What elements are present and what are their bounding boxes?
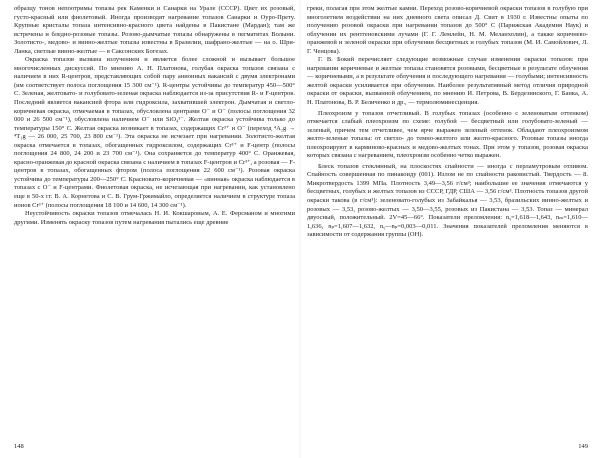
left-page-body: [14, 5, 295, 437]
left-paragraph-1: образцу тонов непоотримы топазы рек Каменки и Санарки на Урале (СССР). Цвет их розовый, густо-красный или фиолетовый. Иногда производят нагревание топазов Санарки и Оуро-Прету. Крупные кристалы топаза интенсивно-красного цвета найдены в Пакистане (Мардан); там же встречены и бледно-розовые топазы. Розово-дымчатые топазы обнаружены в пегматитах Волыни. Золотисто-, медово- и винно-желтые топазы известны в Бразилии, шафрано-желтые — на о. Шри-Ланка, светлые винно-желтые — в Саксонских Богезах.: [14, 5, 295, 55]
right-page-number: 149: [578, 443, 588, 450]
right-paragraph-2: Г. В. Бокий перечисляет следующие возможные случаи изменения окраски топазов: при нагревании коричневые и желтые топазы становятся розовыми, бесцветные в результате облучения — коричневыми, а в результате облучения и последующего нагревания — голубыми; интенсивность желтой окраски усиливается при облучении. Наиболее результативный метод отличия природной окраски от окраски, вызванной облучением, по мнению И. Петрова, В. Бердезинского, Г. Банка, А. Н. Платонова, В. Р. Беличенко и др., — термолюминесценция.: [307, 56, 588, 107]
left-paragraph-3: Неустойчивость окраски топазов отмечалась Н. И. Кокшаровым, А. Е. Ферсманом и многими другими. Изменять окраску топазов путем нагревания пытались еще древние: [14, 210, 295, 226]
right-page: [307, 5, 588, 453]
left-page-number: 148: [14, 443, 24, 450]
left-paragraph-2: Окраска топазов вызвана излучением и является более сложной и вызывает большое многочисленных дискуссий. По мнению А. Н. Платонова, голубая окраска топазов связана с наличием в них R-центров, представляющих собой пару анионных вакансий с двумя электронами (им соответствует полоса поглощения 15 300 см⁻¹). R-центры устойчивы до температур 450—500° С. Зеленая, желтовато- и голубовато-зеленая окраска наблюдается из-за присутствия R- и F-центров. Последний является вакансией фтора или гидроксила, захватившей электрон. Дымчатая и светло-коричневая окраска, отмечаемая в топазах, обусловлена центрами O⁻ и O⁻ (полосы поглощения 32 000 и 26 500 см⁻¹), обусловлена наличием O⁻ или SiO₄³⁻. Желтая окраска устойчива только до температуры 150° С. Желтая окраска возникает в топазах, содержащих Cr³⁺ и O⁻ (переход ⁴A₂g → ⁴T₁g — 26 000, 25 700, 23 800 см⁻¹). Эта окраска не исчезает при нагревании. Золотисто-желтая окраска отмечается в топазах, обогащенных гидроксилом, содержащих Cr³⁺ и F-центр (полосы поглощения 24 800, 24 200 и 23 700 см⁻¹). Она сохраняется до температур 400° С. Оранжевая, красно-оранжевая до красной окраска связана с наличием в топазах F-центров и Cr³⁺, а розовая — F-центров в топазах, обогащенных фтором (полоса поглощения 22 600 см⁻¹). Розовая окраска устойчива до температуры 200—250° С. Красновато-коричневая — «винная» окраска наблюдается в топазах с O⁻ и F-центрами. Фиолетовая окраска, не исчезающая при нагревании, как установлено еще в 50-х гг. В. А. Корнетова и С. В. Грум-Гржимайло, определяется наличием в структуре топаза ионов Cr³⁺ (полосы поглощения 18 100 и 14 600, 14 300 см⁻¹).: [14, 56, 295, 209]
spine-gutter: [299, 0, 301, 458]
right-page-body: [307, 5, 588, 437]
right-paragraph-4: Блеск топазов стеклянный, на плоскостях спайности — иногда с перламутровым отливом. Спайность совершенная по пинакоиду (001). Излом не по спайности раковистый. Твердость — 8. Микротвердость 1399 МПа. Плотность 3,49—3,56 г/см³; наибольшие ее значения отмечаются у бесцветных, голубых и желтых топазов из СССР, ГДР, США — 3,56 г/см³. Плотность топазов другой окраски такова (в г/см³): зеленовато-голубых из Забайкалья — 3,53, бразильских винно-желтых и розовых — 3,53, розово-желтых — 3,50—3,55, розовых из Пакистана — 3,53. Топаз — минерал двуосный, положительный. 2V=45—66°. Показатели преломления: nᵧ=1,618—1,643, nₘ=1,610—1,636, nₚ=1,607—1,632, nᵧ—nₚ=0,003—0,011. Значения показателей преломления меняются в зависимости от содержания группы (ОН).: [307, 162, 588, 239]
right-paragraph-3: Плеохроизм у топазов отчетливый. В голубых топазах (особенно с зеленоватым оттенком) отмечается слабый плеохроизм по схеме: голубой — бесцветный или голубовато-зеленый — зеленый, причем тем отчетливее, чем ярче выражен зеленый оттенок. Обладают плеохроизмом желто-зеленые топазы: от светло- до темно-желтого или желто-красного. Розовые топазы иногда плеохроируют в карминово-красных и медово-желтых тонах. При этом у топазов, розовая окраска которых связана с нагреванием, плеохроизм особенно четко выражен.: [307, 109, 588, 160]
left-page: [14, 5, 295, 453]
right-paragraph-1: греки, полагая при этом желтые камни. Переход розово-коричневой окраски топазов в голубую при многолетнем воздействии на них дневного света описал Д. Свит в 1930 г. Известны опыты по получению розовой окраски при нагревании топазов до 500° С (Парижская Академия Наук) и облучении их рентгеновскими лучами (Г. Г. Лемлейн, Н. М. Меланхолин), а также коричнево-оранжевой и зеленой окраски при облучении бесцветных и голубых топазов (М. И. Самойлович, Л. Г. Ченцова).: [307, 5, 588, 55]
